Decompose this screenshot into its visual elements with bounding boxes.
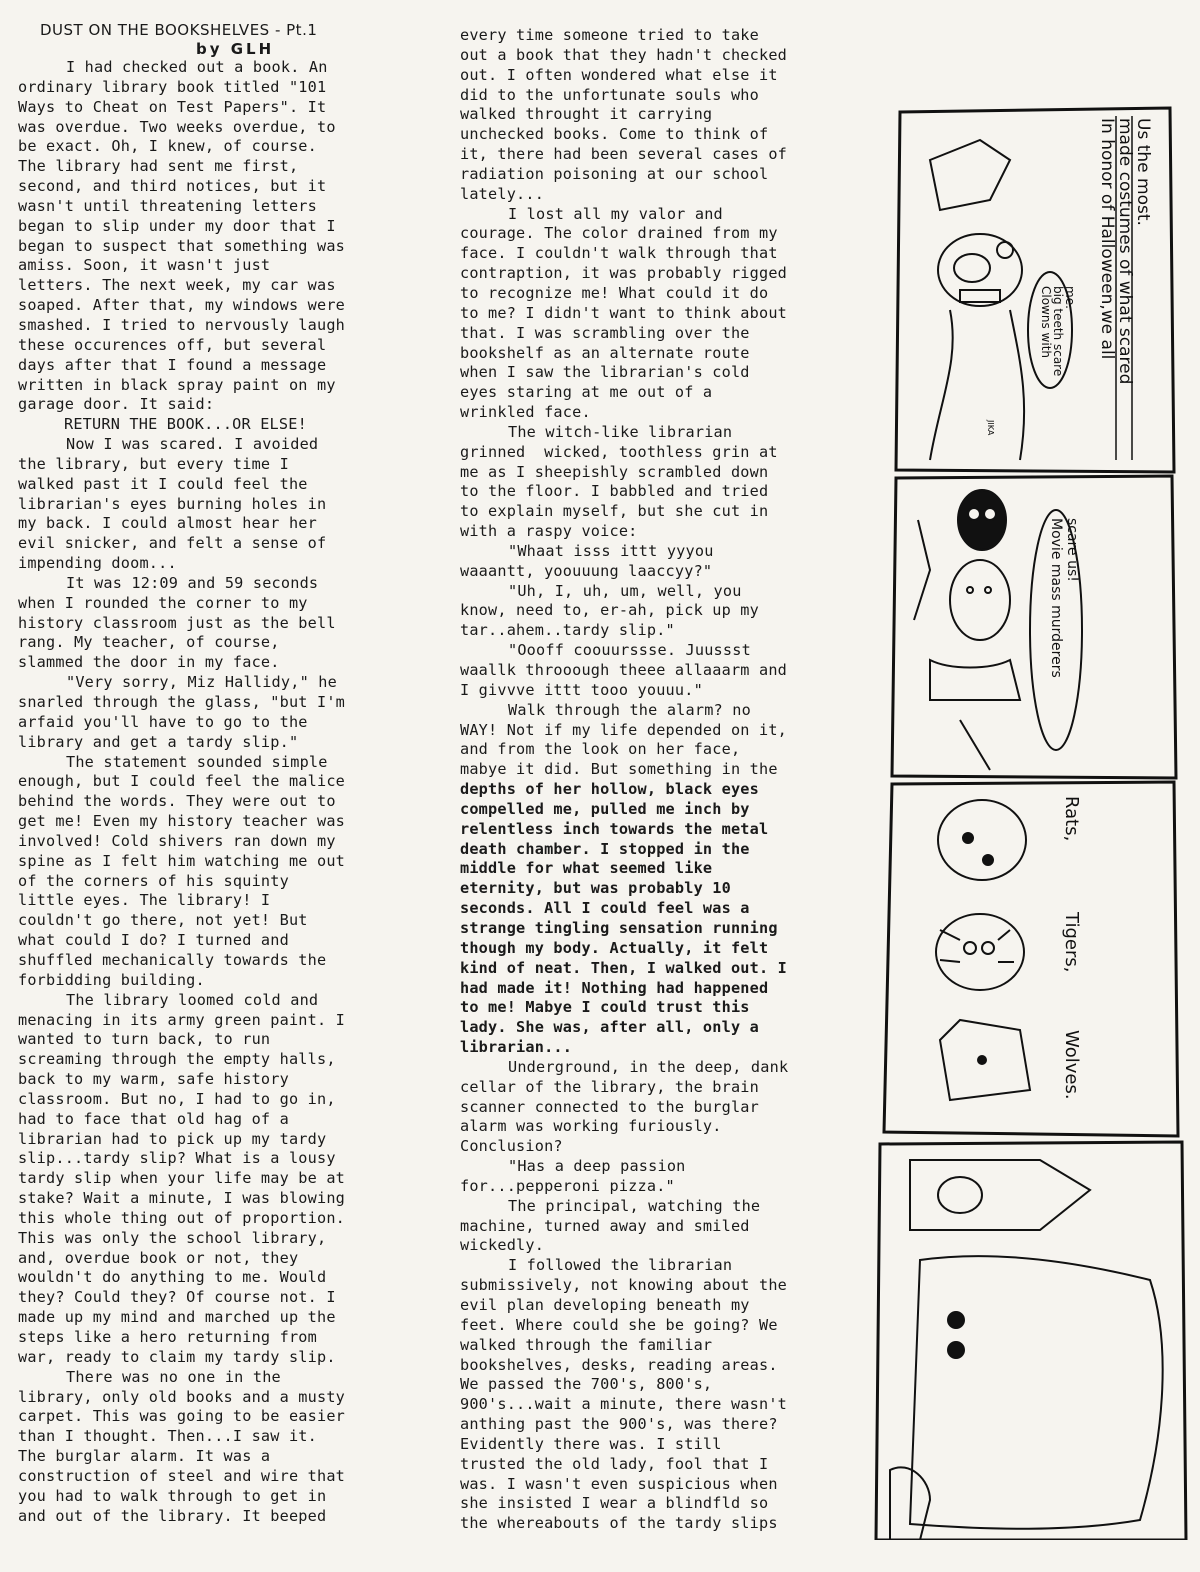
left-column-paragraph: The statement sounded simple enough, but I could feel the malice behind the words. They were out to get me! Even my history teacher was involved! Cold shivers ran down my spine as I felt him watching me out of the corners of his squinty little eyes. The library! I couldn't go there, not yet! But what could I do? I turned and shuffled mechanically towards the forbidding building.: [18, 752, 346, 989]
left-column-paragraph: The library loomed cold and menacing in its army green paint. I wanted to turn back, to run screaming through the empty halls, back to my warm, safe history classroom. But no, I had to go in, had to face that old hag of a librarian had to pick up my tardy slip...tardy slip? What is a lousy tardy slip when your life may be at stake? Wait a minute, I was blowing this whole thing out of proportion. This was only the school library, and, overdue book or not, they wouldn't do anything to me. Would they? Could they? Of course not. I made up my mind and marched up the steps like a hero returning from war, ready to claim my tardy slip.: [18, 990, 346, 1366]
right-column-paragraph: depths of her hollow, black eyes compelled me, pulled me inch by relentless inch towards the metal death chamber. I stopped in the middle for what seemed like eternity, but was probably 10 seconds. All I could feel was a strange tingling sensation running though my body. Actually, it felt kind of neat. Then, I walked out. I had made it! Nothing had happened to me! Mabye I could trust this lady. She was, after all, only a librarian...: [460, 780, 788, 1057]
right-column-paragraph: The witch-like librarian grinned wicked, toothless grin at me as I sheepishly scrambled down to the floor. I babbled and tried to explain myself, but she cut in with a raspy voice:: [460, 422, 778, 541]
label-rats: Rats,: [1061, 796, 1082, 842]
comic-panel-1: [930, 116, 1153, 460]
comic-panel-3-border: [884, 782, 1178, 1136]
story-column-right: [460, 26, 884, 1534]
right-column-paragraph: "Whaat isss ittt yyyou waaantt, yoouuung laaccyy?": [460, 541, 714, 580]
animal-costumes-drawing: [936, 800, 1030, 1100]
story-title: DUST ON THE BOOKSHELVES - Pt.1: [40, 21, 318, 39]
clown-speech-bubble: [1028, 272, 1077, 388]
halloween-comic-strip: [870, 100, 1190, 1540]
comic-panel-3: [936, 796, 1082, 1100]
bubble2-line-2: scare us!: [1064, 518, 1080, 582]
left-column-paragraph: It was 12:09 and 59 seconds when I rounded the corner to my history classroom just as the bell rang. My teacher, of course, slammed the door in my face.: [18, 573, 336, 672]
masked-figures-drawing: [914, 490, 1020, 770]
right-column-paragraph: Walk through the alarm? no WAY! Not if my life depended on it, and from the look on her face, mabye it did. But something in the: [460, 700, 788, 779]
bubble-line-1: Clowns with: [1039, 286, 1053, 358]
story-column-left: [18, 20, 440, 1526]
caption-line-3: Us the most.: [1133, 118, 1153, 226]
comic-panel-2: [914, 490, 1082, 770]
murderers-speech-bubble: [1030, 510, 1082, 750]
right-column-paragraph: I followed the librarian submissively, not knowing about the evil plan developing beneath my feet. Where could she be going? We walked through the familiar bookshelves, desks, reading areas. We passed the 700's, 800's, 900's...wait a minute, there wasn't anthing past the 900's, was there? Evidently there was. I still trusted the old lady, fool that I was. I wasn't even suspicious when she insisted I wear a blindfld so the whereabouts of the tardy slips: [460, 1256, 788, 1533]
panel-1-caption: [1097, 118, 1153, 384]
right-column-paragraph: Underground, in the deep, dank cellar of the library, the brain scanner connected to the burglar alarm was working furiously. Conclusion?: [460, 1057, 789, 1156]
column-left-body: [18, 58, 440, 1526]
right-column-paragraph: every time someone tried to take out a book that they hadn't checked out. I often wondered what else it did to the unfortunate souls who walked throught it carrying unchecked books. Come to think of it, there had been several cases of radiation poisoning at our school lately...: [460, 26, 788, 203]
cloud-shape: [910, 1256, 1163, 1529]
left-column-paragraph: RETURN THE BOOK...OR ELSE!: [64, 415, 307, 434]
left-column-paragraph: There was no one in the library, only old books and a musty carpet. This was going to be easier than I thought. Then...I saw it. The burglar alarm. It was a construction of steel and wire that you had to walk through to get in and out of the library. It beeped: [18, 1367, 346, 1525]
label-tigers: Tigers,: [1061, 912, 1082, 973]
right-column-paragraph: "Uh, I, uh, um, well, you know, need to, er-ah, pick up my tar..ahem..tardy slip.": [460, 581, 759, 640]
label-wolves: Wolves.: [1061, 1030, 1082, 1100]
animals-labels: [1061, 796, 1082, 1100]
caption-line-1: In honor of Halloween,we all: [1097, 118, 1117, 360]
right-column-paragraph: "Oooff coouurssse. Juussst waallk throoough theee allaaarm and I givvve ittt tooo youuu.": [460, 641, 788, 699]
right-column-paragraph: The principal, watching the machine, turned away and smiled wickedly.: [460, 1196, 761, 1255]
bubble-line-2: big teeth scare: [1051, 286, 1065, 377]
comic-panel-2-border: [892, 476, 1176, 778]
caption-line-2: made costumes of what scared: [1115, 118, 1135, 385]
right-column-paragraph: I lost all my valor and courage. The color drained from my face. I couldn't walk through that contraption, it was probably rigged to recognize me! What could it do to me? I didn't want to think about that. I was scrambling over the bookshelf as an alternate route when I saw the librarian's cold eyes staring at me out of a wrinkled face.: [460, 204, 788, 422]
bubble2-line-1: Movie mass murderers: [1048, 518, 1064, 678]
comic-panel-4: [890, 1160, 1163, 1540]
right-column-paragraph: "Has a deep passion for...pepperoni pizza.": [460, 1157, 686, 1195]
left-column-paragraph: Now I was scared. I avoided the library, but every time I walked past it I could feel the librarian's eyes burning holes in my back. I could almost hear her evil snicker, and felt a sense of impending doom...: [18, 435, 327, 573]
bubble-line-3: me.: [1063, 286, 1077, 309]
left-column-paragraph: I had checked out a book. An ordinary library book titled "101 Ways to Cheat on Test Papers". It was overdue. Two weeks overdue, to be exact. Oh, I knew, of course. The library had sent me first, second, and third notices, but it wasn't until threatening letters began to slip under my door that I began to suspect that something was amiss. Soon, it wasn't just letters. The next week, my car was soaped. After that, my windows were smashed. I tried to nervously laugh these occurences off, but several days after that I found a message written in black spray paint on my garage door. It said:: [18, 58, 346, 414]
clown-face-drawing: [930, 140, 1024, 460]
story-byline: by GLH: [196, 40, 275, 58]
left-column-paragraph: "Very sorry, Miz Hallidy," he snarled through the glass, "but I'm arfaid you'll have to go to the library and get a tardy slip.": [18, 673, 346, 751]
artist-signature: JIKA: [986, 420, 995, 436]
column-right-body: [460, 26, 884, 1534]
